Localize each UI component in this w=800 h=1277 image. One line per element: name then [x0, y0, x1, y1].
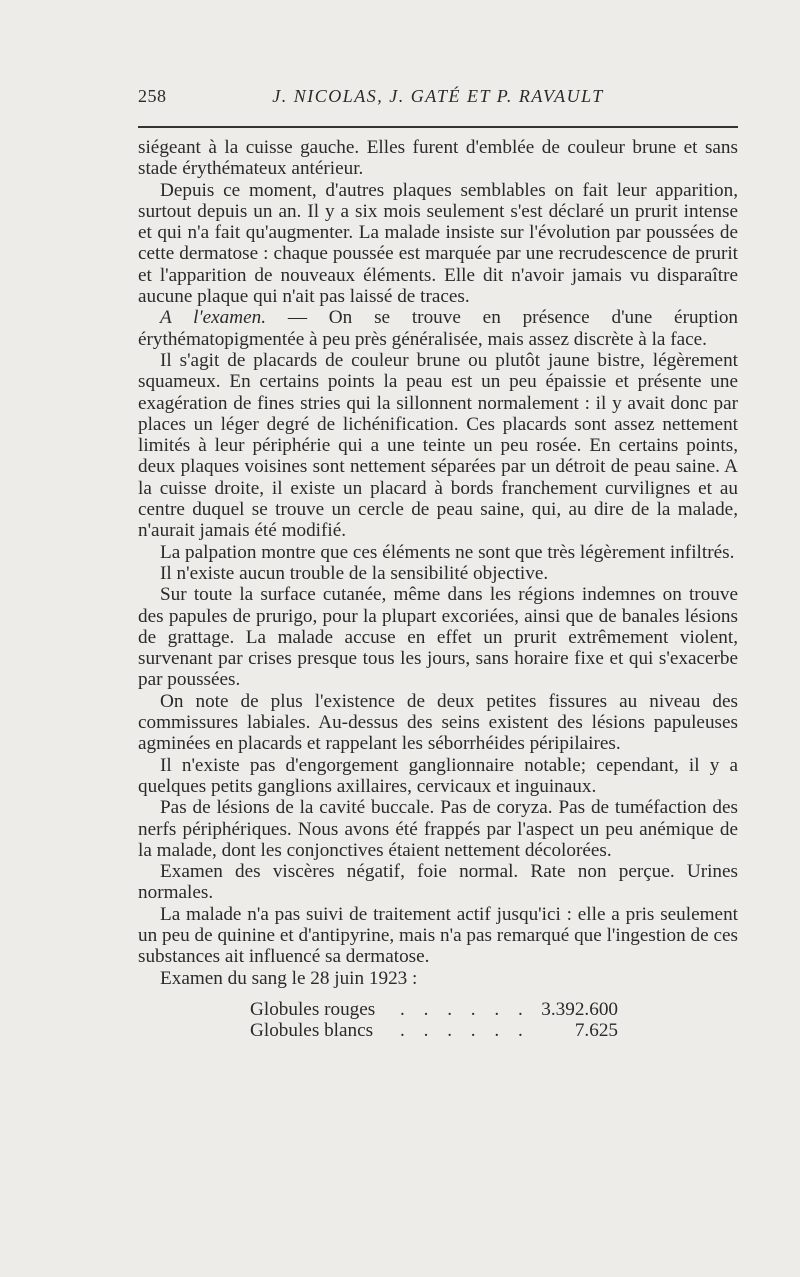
paragraph-lead: A l'examen. — [160, 307, 267, 329]
header-rule — [138, 126, 738, 128]
running-head: J. NICOLAS, J. GATÉ ET P. RAVAULT — [272, 86, 604, 106]
blood-value: 3.392.600 — [541, 998, 618, 1020]
paragraph: Examen du sang le 28 juin 1923 : — [160, 967, 418, 989]
blood-label: Globules blancs — [250, 1020, 374, 1042]
page-number: 258 — [138, 86, 167, 106]
paragraph: Examen des viscères négatif, foie normal. Rate non perçue. Urines normales. — [138, 861, 738, 904]
leader-dots: . . . . . . — [400, 998, 530, 1020]
paragraph: La palpation montre que ces éléments ne sont que très légèrement infiltrés. — [160, 541, 735, 563]
blood-value: 7.625 — [574, 1020, 618, 1042]
paragraph-text: — On se trouve en présence d'une éruption érythématopigmentée à peu près généralisée, mais assez discrète à la face. — [138, 307, 739, 350]
page-header — [138, 86, 738, 116]
blood-row — [138, 999, 738, 1020]
paragraph: Il n'existe aucun trouble de la sensibilité objective. — [160, 562, 549, 584]
paragraph: Il s'agit de placards de couleur brune ou plutôt jaune bistre, légèrement squameux. En certains points la peau est un peu épaissie et présente une exagération de fines stries qui la sillonnent normalement : il y avait donc par places un léger degré de lichénification. Ces placards sont assez nettement limités à leur périphérie qui a une teinte un peu rosée. En certains points, deux plaques voisines sont nettement séparées par un détroit de peau saine. A la cuisse droite, il existe un placard à bords franchement curvilignes et au centre duquel se trouve un cercle de peau saine, qui, au dire de la malade, n'aurait jamais été modifié. — [138, 349, 738, 542]
blood-row — [138, 1020, 738, 1041]
paragraph: Sur toute la surface cutanée, même dans les régions indemnes on trouve des papules de prurigo, pour la plupart excoriées, ainsi que de banales lésions de grattage. La malade accuse en effet un prurit extrêmement violent, survenant par crises presque tous les jours, sans horaire fixe et qui s'exacerbe par poussées. — [138, 584, 738, 691]
blood-label: Globules rouges — [250, 998, 376, 1020]
blood-count-table — [138, 999, 738, 1042]
paragraph — [138, 307, 738, 350]
paragraph: La malade n'a pas suivi de traitement actif jusqu'ici : elle a pris seulement un peu de quinine et d'antipyrine, mais n'a pas remarqué que l'ingestion de ces substances ait influencé sa dermatose. — [138, 903, 738, 968]
paragraph: Pas de lésions de la cavité buccale. Pas de coryza. Pas de tuméfaction des nerfs périphériques. Nous avons été frappés par l'aspect un peu anémique de la malade, dont les conjonctives étaient nettement décolorées. — [138, 797, 738, 861]
leader-dots: . . . . . . — [400, 1020, 530, 1042]
paragraph: Depuis ce moment, d'autres plaques semblables on fait leur apparition, surtout depuis un an. Il y a six mois seulement s'est déclaré un prurit intense et qui n'a fait qu'augmenter. La malade insiste sur l'évolution par poussées de cette dermatose : chaque poussée est marquée par une recrudescence de prurit et l'apparition de nouveaux éléments. Elle dit n'avoir jamais vu disparaître aucune plaque qui n'ait pas laissé de traces. — [138, 179, 738, 308]
paragraph: Il n'existe pas d'engorgement ganglionnaire notable; cependant, il y a quelques petits ganglions axillaires, cervicaux et inguinaux. — [138, 754, 738, 797]
body-text — [138, 137, 738, 1041]
paragraph: siégeant à la cuisse gauche. Elles furent d'emblée de couleur brune et sans stade érythémateux antérieur. — [138, 137, 738, 180]
paragraph: On note de plus l'existence de deux petites fissures au niveau des commissures labiales. Au-dessus des seins existent des lésions papuleuses agminées en placards et rappelant les séborrhéides péripilaires. — [138, 690, 738, 755]
